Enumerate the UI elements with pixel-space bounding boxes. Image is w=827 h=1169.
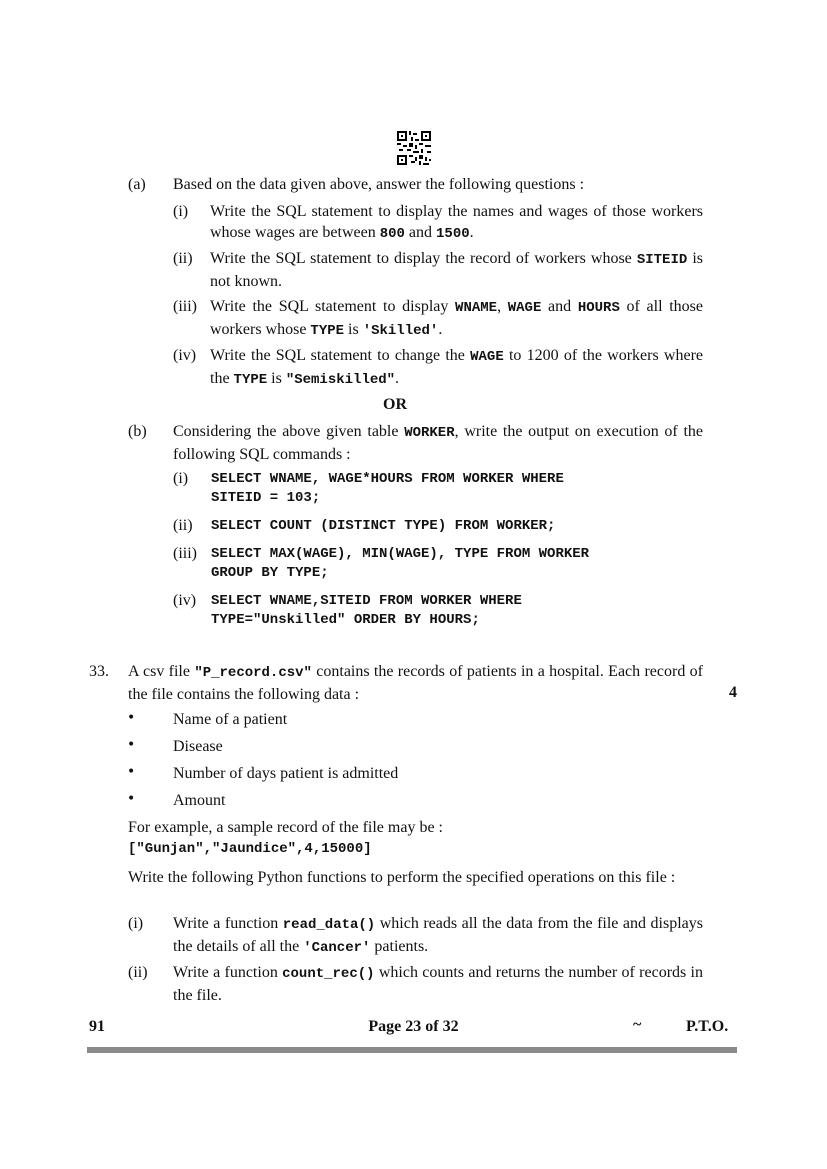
part-b-item-label: (iv) — [173, 592, 197, 609]
sql-command-iv: SELECT WNAME,SITEID FROM WORKER WHERE TYPE="Unskilled" ORDER BY HOURS; — [211, 593, 522, 628]
part-a-item-label: (ii) — [173, 250, 193, 267]
or-divider: OR — [383, 396, 407, 413]
example-record: ["Gunjan","Jaundice",4,15000] — [128, 841, 372, 857]
pto-label: P.T.O. — [686, 1018, 729, 1035]
instruction: Write the following Python functions to perform the specified operations on this file : — [128, 869, 676, 886]
sql-command-ii: SELECT COUNT (DISTINCT TYPE) FROM WORKER; — [211, 518, 556, 534]
bullet-icon: • — [127, 764, 136, 780]
part-a-intro: Based on the data given above, answer the following questions : — [173, 176, 585, 193]
part-a-item-i: Write the SQL statement to display the names and wages of those workers whose wages are between 800 and 1500. — [210, 203, 703, 242]
q33-item-label: (ii) — [128, 964, 148, 981]
list-item: Amount — [173, 792, 226, 809]
part-b-label: (b) — [128, 423, 147, 440]
q33-item-label: (i) — [128, 915, 144, 932]
list-item: Number of days patient is admitted — [173, 765, 399, 782]
part-b-item-label: (i) — [173, 470, 189, 487]
part-a-item-label: (iv) — [173, 347, 197, 364]
part-a-item-label: (iii) — [173, 298, 197, 315]
list-item: Disease — [173, 738, 223, 755]
sql-command-iii: SELECT MAX(WAGE), MIN(WAGE), TYPE FROM WORKER GROUP BY TYPE; — [211, 546, 590, 581]
question-number: 33. — [89, 663, 109, 680]
part-b-item-label: (ii) — [173, 517, 193, 534]
part-b-item-label: (iii) — [173, 545, 197, 562]
bullet-icon: • — [127, 737, 136, 753]
marks: 4 — [729, 684, 737, 701]
qr-code — [397, 131, 431, 165]
part-a-item-label: (i) — [173, 203, 189, 220]
footer-tilde: ~ — [633, 1016, 642, 1033]
footer-code: 91 — [89, 1018, 105, 1035]
list-item: Name of a patient — [173, 711, 288, 728]
part-a-item-iv: Write the SQL statement to change the WAGE to 1200 of the workers where the TYPE is "Semiskilled". — [210, 347, 703, 388]
bullet-icon: • — [127, 791, 136, 807]
footer-rule — [87, 1047, 737, 1053]
q33-item-i: Write a function read_data() which reads all the data from the file and displays the details of all the 'Cancer' patients. — [173, 915, 704, 956]
example-intro: For example, a sample record of the file may be : — [128, 819, 443, 836]
q33-item-ii: Write a function count_rec() which counts and returns the number of records in the file. — [173, 964, 704, 1004]
page-number: Page 23 of 32 — [368, 1018, 459, 1035]
bullet-icon: • — [127, 710, 136, 726]
part-a-label: (a) — [128, 176, 146, 193]
sql-command-i: SELECT WNAME, WAGE*HOURS FROM WORKER WHERE SITEID = 103; — [211, 471, 564, 506]
question-33-text: A csv file "P_record.csv" contains the records of patients in a hospital. Each record of the file contains the following data : — [128, 663, 703, 703]
part-b-intro: Considering the above given table WORKER, write the output on execution of the following SQL commands : — [173, 423, 703, 463]
part-a-item-iii: Write the SQL statement to display WNAME, WAGE and HOURS of all those workers whose TYPE is 'Skilled'. — [210, 298, 704, 339]
part-a-item-ii: Write the SQL statement to display the record of workers whose SITEID is not known. — [210, 250, 704, 290]
